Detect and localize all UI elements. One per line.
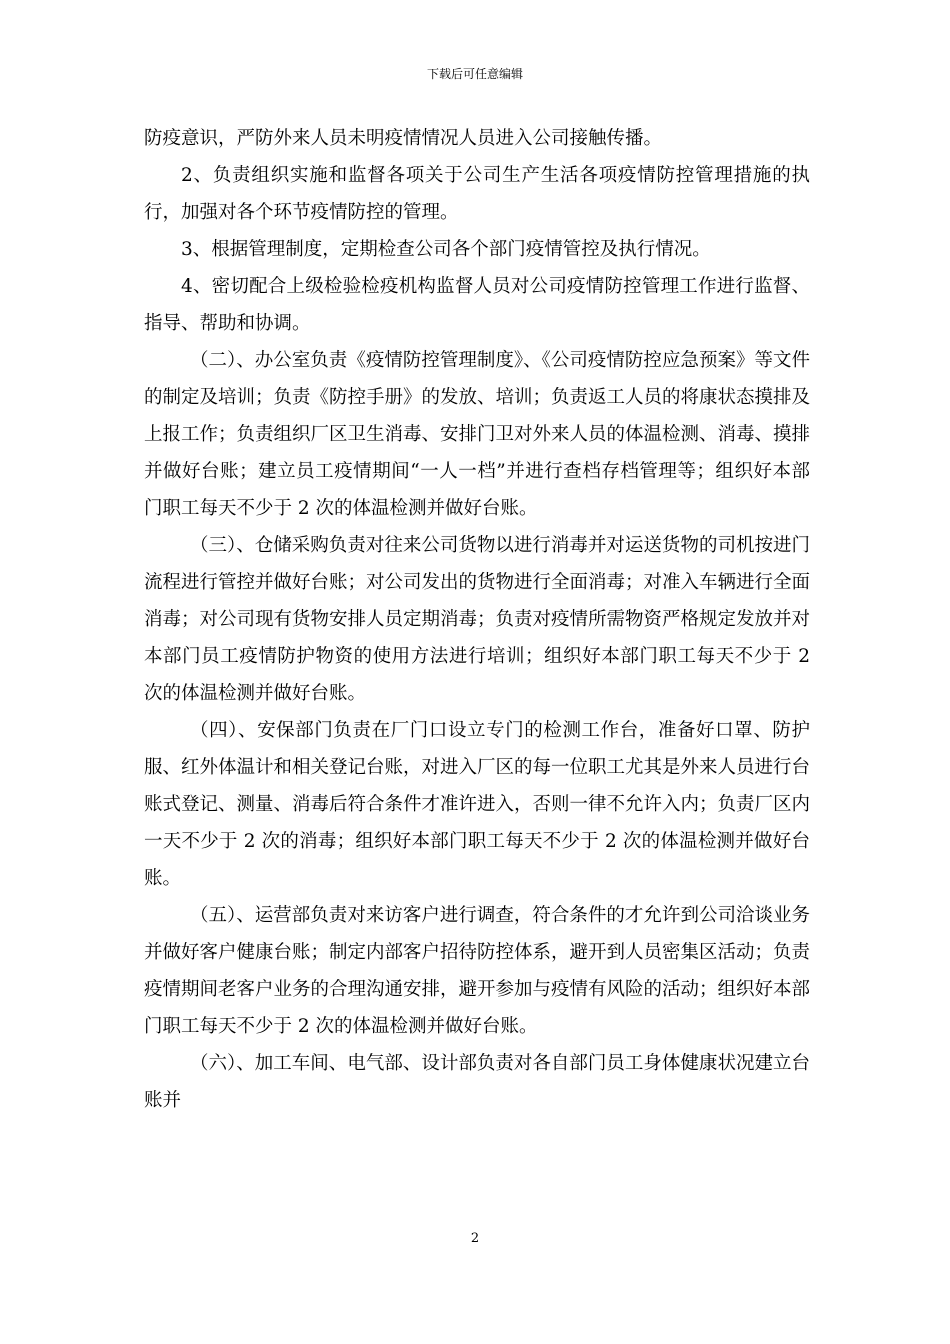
paragraph-section-2: （二）、办公室负责《疫情防控管理制度》、《公司疫情防控应急预案》等文件的制定及培训；负责《防控手册》的发放、培训；负责返工人员的将康状态摸排及上报工作；负责组织厂区卫生消毒、安排门卫对外来人员的体温检测、消毒、摸排并做好台账；建立员工疫情期间“一人一档”并进行查档存档管理等；组织好本部门职工每天不少于 2 次的体温检测并做好台账。 <box>144 350 811 519</box>
paragraph-item-2: 2、负责组织实施和监督各项关于公司生产生活各项疫情防控管理措施的执行，加强对各个环节疫情防控的管理。 <box>144 165 810 223</box>
document-body <box>144 120 810 1119</box>
paragraph-item-3: 3、根据管理制度，定期检查公司各个部门疫情管控及执行情况。 <box>181 239 711 260</box>
paragraph-section-3: （三）、仓储采购负责对往来公司货物以进行消毒并对运送货物的司机按进门流程进行管控并做好台账；对公司发出的货物进行全面消毒；对准入车辆进行全面消毒；对公司现有货物安排人员定期消毒；负责对疫情所需物资严格规定发放并对本部门员工疫情防护物资的使用方法进行培训；组织好本部门职工每天不少于 2 次的体温检测并做好台账。 <box>144 535 811 704</box>
page-header: 下载后可任意编辑 <box>426 67 523 81</box>
paragraph-continuation: 防疫意识，严防外来人员未明疫情情况人员进入公司接触传播。 <box>144 128 663 149</box>
paragraph-section-4: （四）、安保部门负责在厂门口设立专门的检测工作台，准备好口罩、防护服、红外体温计和相关登记台账，对进入厂区的每一位职工尤其是外来人员进行台账式登记、测量、消毒后符合条件才准许进入，否则一律不允许入内；负责厂区内一天不少于 2 次的消毒；组织好本部门职工每天不少于 2 次的体温检测并做好台账。 <box>144 720 811 889</box>
page-number: 2 <box>470 1231 480 1246</box>
paragraph-section-5: （五）、运营部负责对来访客户进行调查，符合条件的才允许到公司洽谈业务并做好客户健康台账；制定内部客户招待防控体系，避开到人员密集区活动；负责疫情期间老客户业务的合理沟通安排，避开参加与疫情有风险的活动；组织好本部门职工每天不少于 2 次的体温检测并做好台账。 <box>144 905 811 1037</box>
paragraph-section-6: （六）、加工车间、电气部、设计部负责对各自部门员工身体健康状况建立台账并 <box>144 1053 810 1111</box>
paragraph-item-4: 4、密切配合上级检验检疫机构监督人员对公司疫情防控管理工作进行监督、指导、帮助和协调。 <box>144 276 810 334</box>
